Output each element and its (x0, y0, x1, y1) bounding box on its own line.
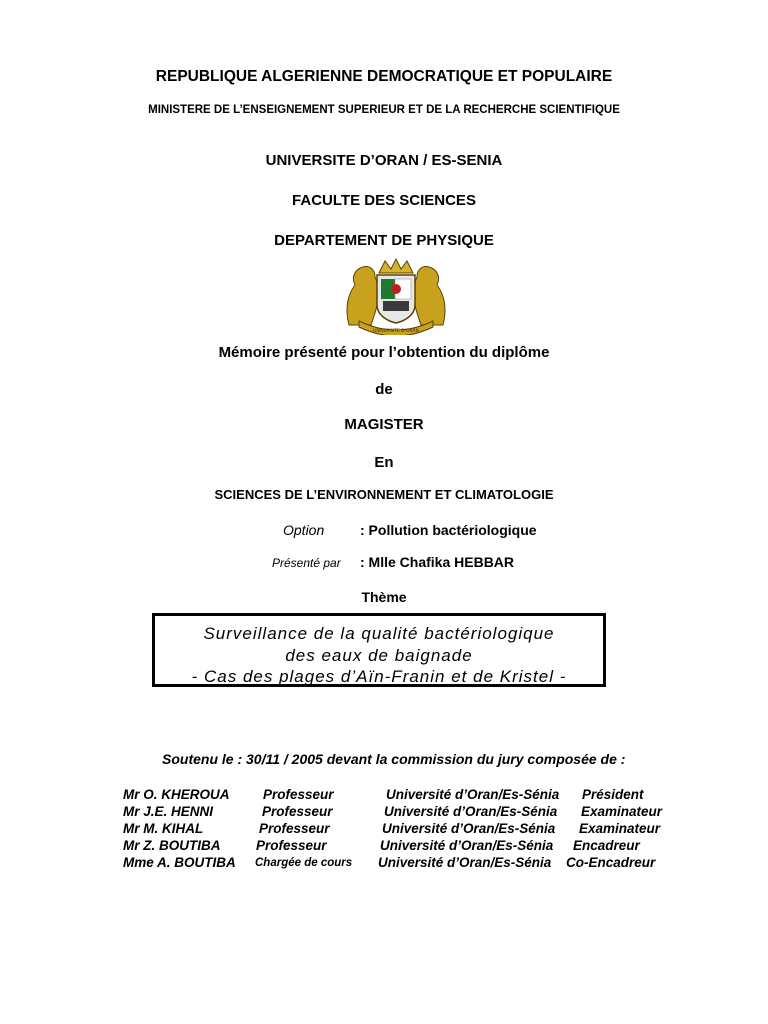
jury-role: Examinateur (581, 804, 663, 819)
field-title: SCIENCES DE L’ENVIRONNEMENT ET CLIMATOLOGIE (214, 487, 554, 502)
jury-institution: Université d’Oran/Es-Sénia (382, 821, 556, 836)
degree-title: MAGISTER (344, 416, 424, 433)
jury-title: Chargée de cours (255, 857, 353, 869)
theme-line-2: des eaux de baignade (285, 646, 473, 665)
jury-role: Examinateur (579, 821, 661, 836)
jury-name: Mr Z. BOUTIBA (123, 838, 221, 853)
jury-intro: Soutenu le : 30/11 / 2005 devant la commission du jury composée de : (162, 751, 626, 767)
jury-role: Président (582, 787, 644, 802)
jury-row (123, 838, 221, 853)
jury-name: Mme A. BOUTIBA (123, 855, 236, 870)
jury-institution: Université d’Oran/Es-Sénia (380, 838, 554, 853)
jury-row (123, 804, 213, 819)
university-emblem (341, 255, 451, 335)
jury-name: Mr O. KHEROUA (123, 787, 230, 802)
jury-title: Professeur (262, 804, 333, 819)
jury-institution: Université d’Oran/Es-Sénia (384, 804, 558, 819)
memoire-en: En (374, 454, 394, 471)
option-value: : Pollution bactériologique (360, 522, 537, 538)
jury-title: Professeur (259, 821, 330, 836)
jury-row (123, 855, 236, 870)
university-title: UNIVERSITE D’ORAN / ES-SENIA (265, 152, 503, 169)
jury-name: Mr M. KIHAL (123, 821, 204, 836)
jury-title: Professeur (256, 838, 327, 853)
theme-line-1: Surveillance de la qualité bactériologique (203, 624, 555, 643)
jury-role: Co-Encadreur (566, 855, 656, 870)
svg-text:UNIVERSITE D'ORAN: UNIVERSITE D'ORAN (373, 329, 419, 334)
jury-institution: Université d’Oran/Es-Sénia (378, 855, 552, 870)
presented-value: : Mlle Chafika HEBBAR (360, 554, 515, 570)
jury-name: Mr J.E. HENNI (123, 804, 214, 819)
memoire-de: de (375, 381, 393, 398)
faculty-title: FACULTE DES SCIENCES (292, 192, 476, 209)
jury-row (123, 787, 230, 802)
ministry-title: MINISTERE DE L’ENSEIGNEMENT SUPERIEUR ET DE LA RECHERCHE SCIENTIFIQUE (148, 104, 620, 116)
jury-institution: Université d’Oran/Es-Sénia (386, 787, 560, 802)
theme-label: Thème (361, 589, 407, 605)
jury-role: Encadreur (573, 838, 640, 853)
department-title: DEPARTEMENT DE PHYSIQUE (274, 232, 494, 249)
theme-line-3: - Cas des plages d’Aïn-Franin et de Kristel - (191, 667, 567, 686)
jury-title: Professeur (263, 787, 334, 802)
presented-label: Présenté par (272, 556, 341, 570)
memoire-line: Mémoire présenté pour l’obtention du diplôme (218, 344, 550, 361)
jury-row (123, 821, 203, 836)
theme-box (152, 613, 606, 687)
republic-title: REPUBLIQUE ALGERIENNE DEMOCRATIQUE ET POPULAIRE (155, 68, 613, 85)
option-label: Option (283, 522, 325, 538)
